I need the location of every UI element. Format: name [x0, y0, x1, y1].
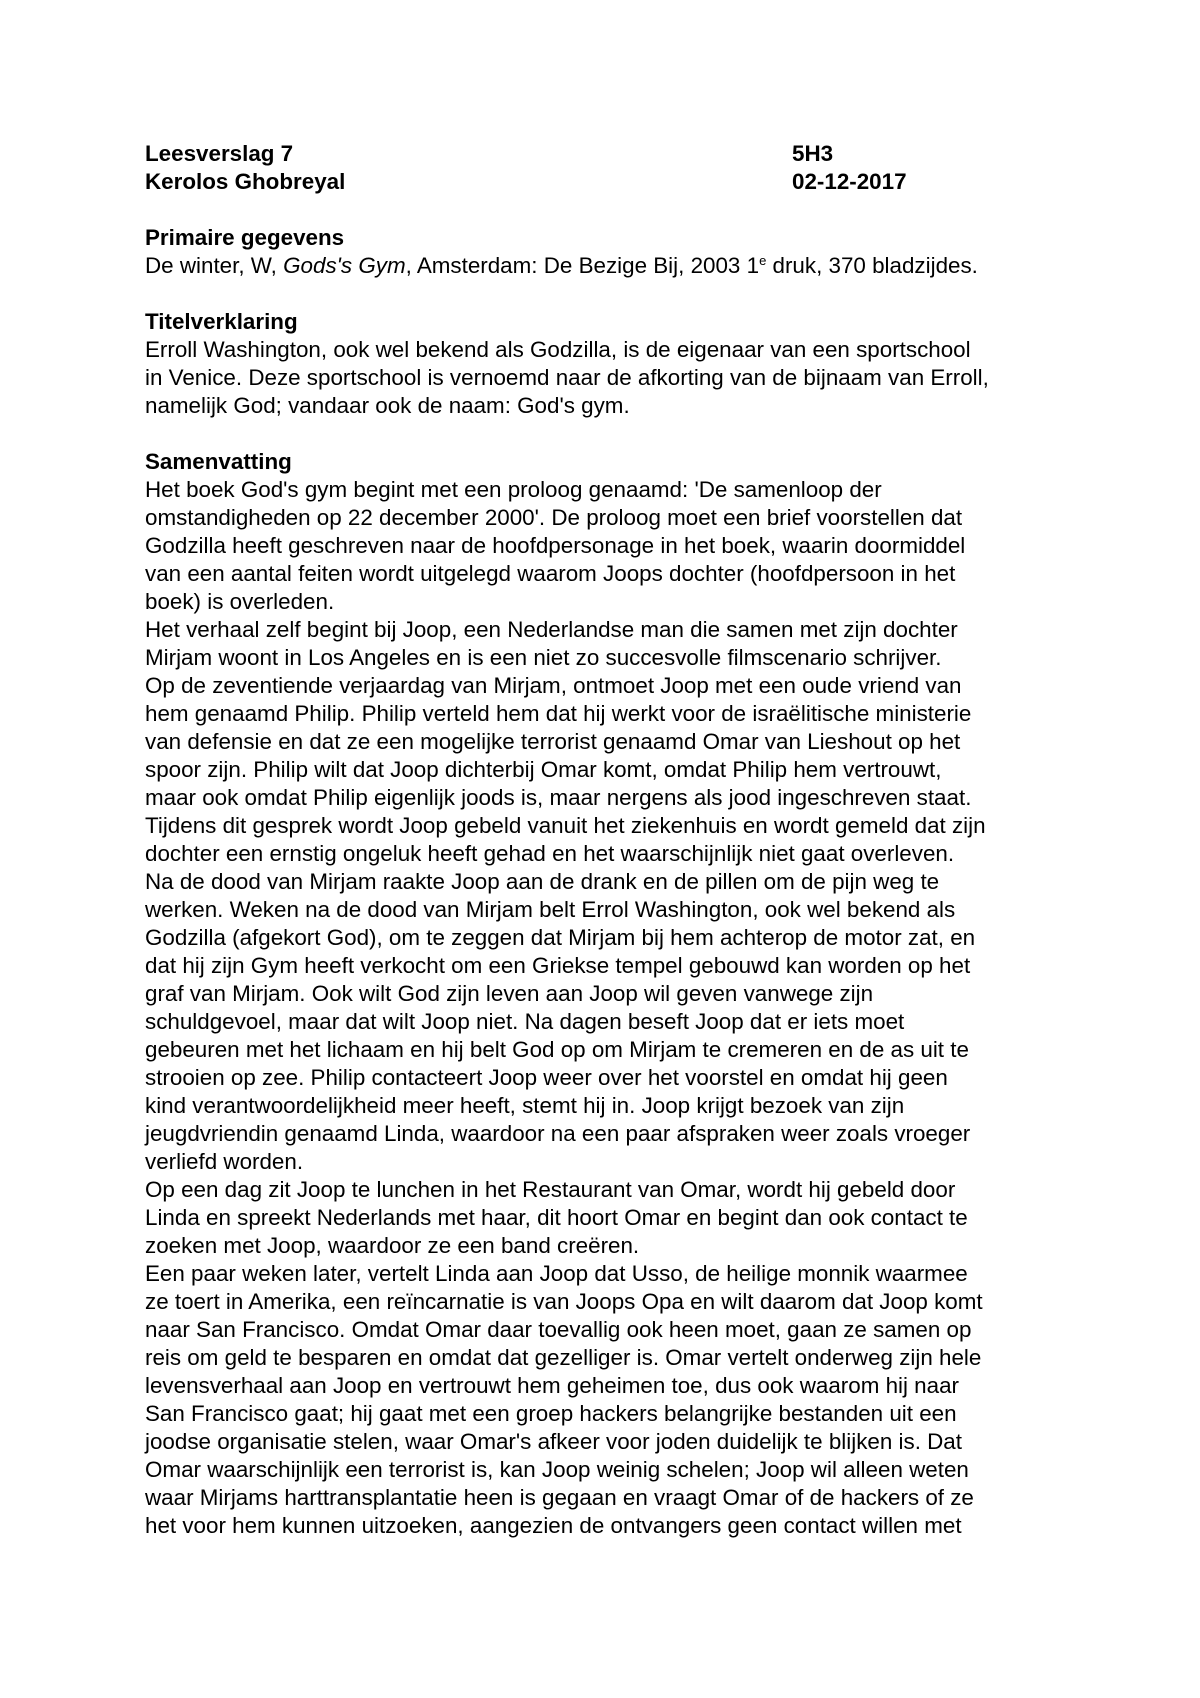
paragraph-line: jeugdvriendin genaamd Linda, waardoor na een paar afspraken weer zoals vroeger [145, 1121, 971, 1146]
paragraph-line: boek) is overleden. [145, 589, 335, 614]
paragraph-line: graf van Mirjam. Ook wilt God zijn leven aan Joop wil geven vanwege zijn [145, 981, 874, 1006]
spacer [145, 196, 1065, 224]
header-row-2 [145, 168, 1065, 196]
paragraph-line: Na de dood van Mirjam raakte Joop aan de drank en de pillen om de pijn weg te [145, 869, 940, 894]
section-heading-summary: Samenvatting [145, 449, 292, 474]
paragraph-line: naar San Francisco. Omdat Omar daar toevallig ook heen moet, gaan ze samen op [145, 1317, 972, 1342]
paragraph-line: Erroll Washington, ook wel bekend als Godzilla, is de eigenaar van een sportschool [145, 337, 971, 362]
paragraph-line: schuldgevoel, maar dat wilt Joop niet. Na dagen beseft Joop dat er iets moet [145, 1009, 905, 1034]
paragraph-line: maar ook omdat Philip eigenlijk joods is, maar nergens als jood ingeschreven staat. [145, 785, 972, 810]
paragraph-line: dochter een ernstig ongeluk heeft gehad en het waarschijnlijk niet gaat overleven. [145, 841, 955, 866]
paragraph-line: gebeuren met het lichaam en hij belt God op om Mirjam te cremeren en de as uit te [145, 1037, 969, 1062]
paragraph-line: Een paar weken later, vertelt Linda aan Joop dat Usso, de heilige monnik waarmee [145, 1261, 968, 1286]
spacer [145, 420, 1065, 448]
paragraph-line: zoeken met Joop, waardoor ze een band creëren. [145, 1233, 640, 1258]
document-title: Leesverslag 7 [145, 141, 294, 166]
primary-post: druk, 370 bladzijdes. [766, 253, 978, 278]
paragraph-line: Mirjam woont in Los Angeles en is een niet zo succesvolle filmscenario schrijver. [145, 645, 942, 670]
paragraph-line: strooien op zee. Philip contacteert Joop weer over het voorstel en omdat hij geen [145, 1065, 948, 1090]
paragraph-line: ze toert in Amerika, een reïncarnatie is van Joops Opa en wilt daarom dat Joop komt [145, 1289, 983, 1314]
primary-mid: , Amsterdam: De Bezige Bij, 2003 1 [405, 253, 760, 278]
paragraph-line: het voor hem kunnen uitzoeken, aangezien de ontvangers geen contact willen met [145, 1513, 962, 1538]
paragraph-line: hem genaamd Philip. Philip verteld hem dat hij werkt voor de israëlitische ministerie [145, 701, 972, 726]
paragraph-line: spoor zijn. Philip wilt dat Joop dichterbij Omar komt, omdat Philip hem vertrouwt, [145, 757, 942, 782]
paragraph-line: San Francisco gaat; hij gaat met een groep hackers belangrijke bestanden uit een [145, 1401, 957, 1426]
primary-data-line [145, 252, 1065, 280]
paragraph-line: verliefd worden. [145, 1149, 304, 1174]
paragraph-line: Op een dag zit Joop te lunchen in het Restaurant van Omar, wordt hij gebeld door [145, 1177, 956, 1202]
paragraph-line: reis om geld te besparen en omdat dat gezelliger is. Omar vertelt onderweg zijn hele [145, 1345, 982, 1370]
edition-superscript: e [759, 253, 767, 268]
paragraph-line: in Venice. Deze sportschool is vernoemd naar de afkorting van de bijnaam van Erroll, [145, 365, 989, 390]
primary-pre: De winter, W, [145, 253, 284, 278]
paragraph-line: namelijk God; vandaar ook de naam: God's gym. [145, 393, 630, 418]
paragraph-line: Godzilla (afgekort God), om te zeggen dat Mirjam bij hem achterop de motor zat, en [145, 925, 976, 950]
paragraph-line: Het boek God's gym begint met een proloog genaamd: 'De samenloop der [145, 477, 882, 502]
paragraph-line: kind verantwoordelijkheid meer heeft, stemt hij in. Joop krijgt bezoek van zijn [145, 1093, 905, 1118]
paragraph-line: Op de zeventiende verjaardag van Mirjam, ontmoet Joop met een oude vriend van [145, 673, 962, 698]
paragraph-line: joodse organisatie stelen, waar Omar's afkeer voor joden duidelijk te blijken is. Dat [145, 1429, 962, 1454]
paragraph-line: van defensie en dat ze een mogelijke terrorist genaamd Omar van Lieshout op het [145, 729, 961, 754]
document-page [145, 140, 1065, 1540]
paragraph-line: dat hij zijn Gym heeft verkocht om een Griekse tempel gebouwd kan worden op het [145, 953, 971, 978]
paragraph-line: omstandigheden op 22 december 2000'. De proloog moet een brief voorstellen dat [145, 505, 963, 530]
header-row-1 [145, 140, 1065, 168]
paragraph-line: Het verhaal zelf begint bij Joop, een Nederlandse man die samen met zijn dochter [145, 617, 958, 642]
paragraph-line: waar Mirjams harttransplantatie heen is gegaan en vraagt Omar of de hackers of ze [145, 1485, 974, 1510]
paragraph-line: Godzilla heeft geschreven naar de hoofdpersonage in het boek, waarin doormiddel [145, 533, 966, 558]
document-date: 02-12-2017 [792, 169, 907, 194]
paragraph-line: werken. Weken na de dood van Mirjam belt Errol Washington, ook wel bekend als [145, 897, 956, 922]
paragraph-line: Tijdens dit gesprek wordt Joop gebeld vanuit het ziekenhuis en wordt gemeld dat zijn [145, 813, 986, 838]
paragraph-line: levensverhaal aan Joop en vertrouwt hem geheimen toe, dus ook waarom hij naar [145, 1373, 960, 1398]
paragraph-line: Linda en spreekt Nederlands met haar, dit hoort Omar en begint dan ook contact te [145, 1205, 968, 1230]
section-heading-title-explanation: Titelverklaring [145, 309, 298, 334]
spacer [145, 280, 1065, 308]
section-heading-primary: Primaire gegevens [145, 225, 345, 250]
class-code: 5H3 [792, 141, 834, 166]
author-name: Kerolos Ghobreyal [145, 169, 346, 194]
paragraph-line: Omar waarschijnlijk een terrorist is, kan Joop weinig schelen; Joop wil alleen weten [145, 1457, 969, 1482]
book-title: Gods's Gym [283, 253, 406, 278]
paragraph-line: van een aantal feiten wordt uitgelegd waarom Joops dochter (hoofdpersoon in het [145, 561, 956, 586]
